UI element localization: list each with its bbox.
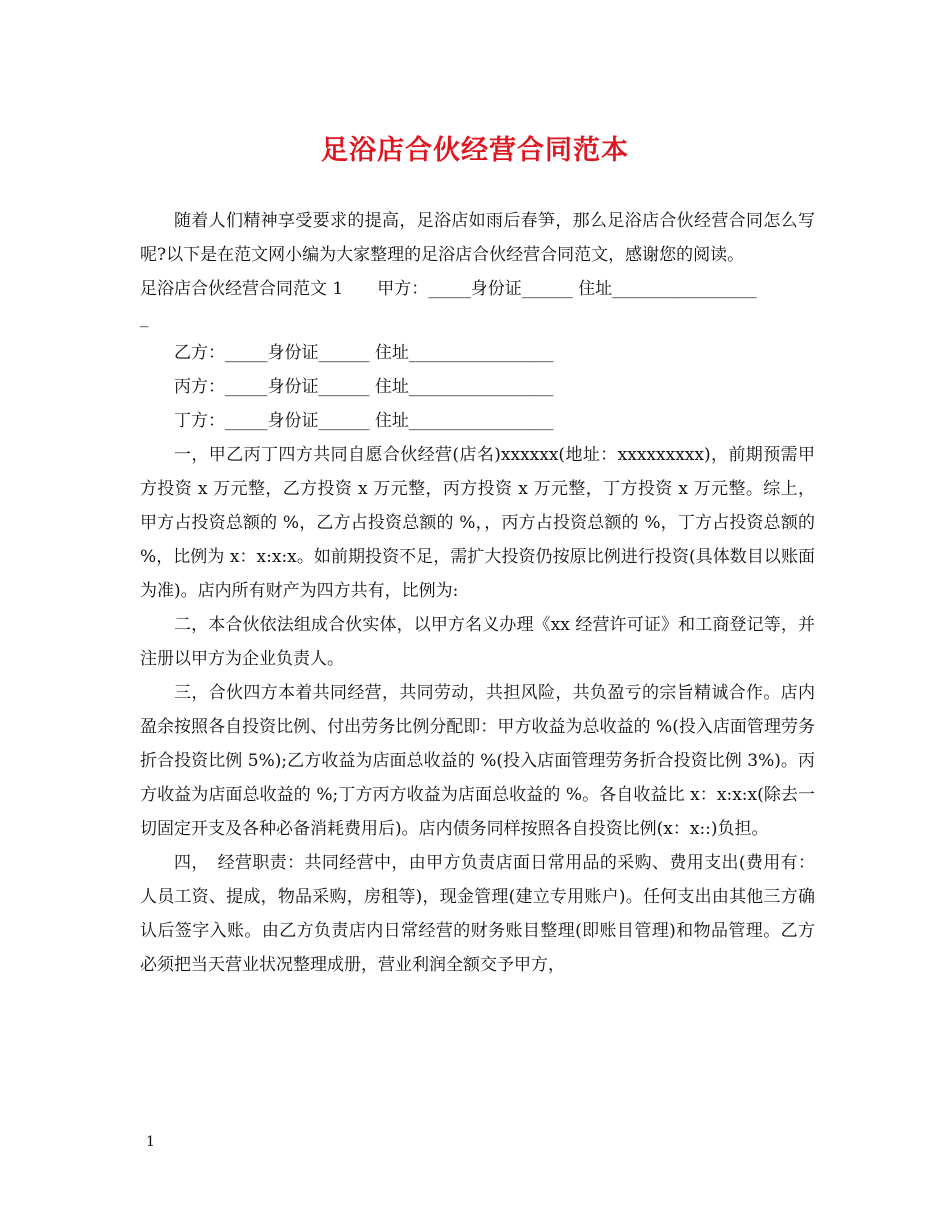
clause-2: 二，本合伙依法组成合伙实体，以甲方名义办理《xx 经营许可证》和工商登记等，并注册以甲方为企业负责人。 (140, 615, 815, 669)
party-line-bing: 丙方：_____身份证______ 住址_________________ (174, 377, 554, 397)
sample-line-tail: _ (140, 308, 149, 328)
clause-4: 四， 经营职责：共同经营中，由甲方负责店面日常用品的采购、费用支出(费用有：人员工资、提成，物品采购，房租等)，现金管理(建立专用账户)。任何支出由其他三方确认后签字入账。由乙方负责店内日常经营的财务账目整理(即账目管理)和物品管理。乙方必须把当天营业状况整理成册，营业利润全额交予甲方， (140, 853, 815, 975)
clause-3: 三，合伙四方本着共同经营，共同劳动，共担风险，共负盈亏的宗旨精诚合作。店内盈余按照各自投资比例、付出劳务比例分配即：甲方收益为总收益的 %(投入店面管理劳务折合投资比例 5%);乙方收益为店面总收益的 %(投入店面管理劳务折合投资比例 3%)。丙方收益为店面总收益的 %;丁方丙方收益为店面总收益的 %。各自收益比 x：x:x:x(除去一切固定开支及各种必备消耗费用后)。店内债务同样按照各自投资比例(x：x::)负担。 (140, 683, 815, 839)
intro-paragraph: 随着人们精神享受要求的提高，足浴店如雨后春笋，那么足浴店合伙经营合同怎么写呢?以下是在范文网小编为大家整理的足浴店合伙经营合同范文，感谢您的阅读。 (140, 211, 815, 265)
clause-1: 一，甲乙丙丁四方共同自愿合伙经营(店名)xxxxxx(地址：xxxxxxxxx)，前期预需甲方投资 x 万元整，乙方投资 x 万元整，丙方投资 x 万元整，丁方投资 x 万元整。综上，甲方占投资总额的 %，乙方占投资总额的 %，，丙方占投资总额的 %，丁方占投资总额的 %，比例为 x：x:x:x。如前期投资不足，需扩大投资仍按原比例进行投资(具体数目以账面为准)。店内所有财产为四方共有，比例为: (140, 445, 815, 601)
sample-heading-line: 足浴店合伙经营合同范文 1 甲方：_____身份证______ 住址_________________ (140, 279, 757, 299)
party-line-yi: 乙方：_____身份证______ 住址_________________ (174, 343, 554, 363)
party-line-ding: 丁方：_____身份证______ 住址_________________ (174, 411, 554, 431)
document-body (140, 204, 815, 982)
page-number: 1 (146, 1134, 155, 1150)
document-title: 足浴店合伙经营合同范本 (321, 135, 629, 166)
